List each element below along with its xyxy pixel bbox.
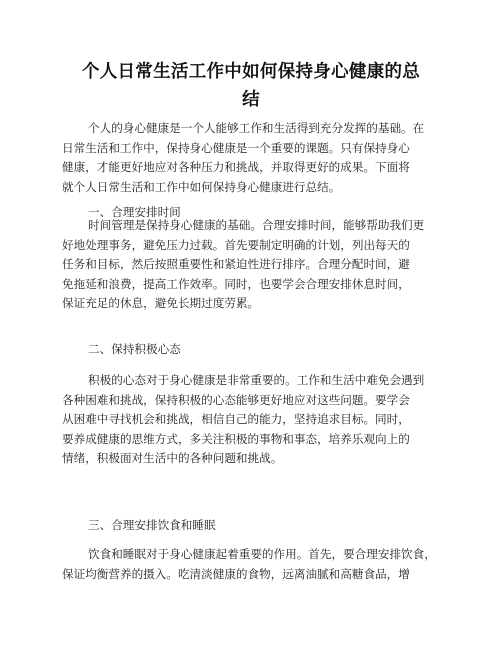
intro-paragraph [62,119,424,197]
paragraph-line: 任务和目标，然后按照重要性和紧迫性进行排序。合理分配时间，避 [62,257,410,271]
paragraph-line: 饮食和睡眠对于身心健康起着重要的作用。首先，要合理安排饮食， [88,547,436,561]
paragraph-line: 个人的身心健康是一个人能够工作和生活得到充分发挥的基础。在 [88,121,425,135]
paragraph-line: 要养成健康的思维方式，多关注积极的事物和事态，培养乐观向上的 [62,431,410,446]
document-title [62,58,440,114]
paragraph-line: 从困难中寻找机会和挑战，相信自己的能力，坚持追求目标。同时， [62,412,410,426]
paragraph-line: 好地处理事务，避免压力过载。首先要制定明确的计划，列出每天的 [62,237,410,252]
paragraph-line: 保证充足的休息，避免长期过度劳累。 [62,296,260,310]
section-heading: 二、保持积极心态 [88,342,181,356]
paragraph-line: 健康，才能更好地应对各种压力和挑战，并取得更好的成果。下面将 [62,160,410,174]
paragraph-line: 保证均衡营养的摄入。吃清淡健康的食物，远离油腻和高糖食品，增 [62,566,410,581]
title-line: 个人日常生活工作中如何保持身心健康的总 [81,62,421,82]
section-paragraph [62,371,424,469]
section-paragraph [62,545,436,584]
paragraph-line: 积极的心态对于身心健康是非常重要的。工作和生活中难免会遇到 [88,373,425,387]
paragraph-line: 免拖延和浪费，提高工作效率。同时，也要学会合理安排休息时间， [62,276,410,291]
section-paragraph [62,216,424,314]
paragraph-line: 时间管理是保持身心健康的基础。合理安排时间，能够帮助我们更 [88,218,425,232]
section-heading: 一、合理安排时间 [88,205,181,219]
title-line: 结 [242,90,260,110]
section-heading: 三、合理安排饮食和睡眠 [88,518,216,532]
paragraph-line: 日常生活和工作中，保持身心健康是一个重要的课题。只有保持身心 [62,140,410,155]
paragraph-line: 情绪，积极面对生活中的各种问题和挑战。 [62,451,283,465]
paragraph-line: 就个人日常生活和工作中如何保持身心健康进行总结。 [62,179,341,194]
paragraph-line: 各种困难和挑战，保持积极的心态能够更好地应对这些问题。要学会 [62,392,410,407]
